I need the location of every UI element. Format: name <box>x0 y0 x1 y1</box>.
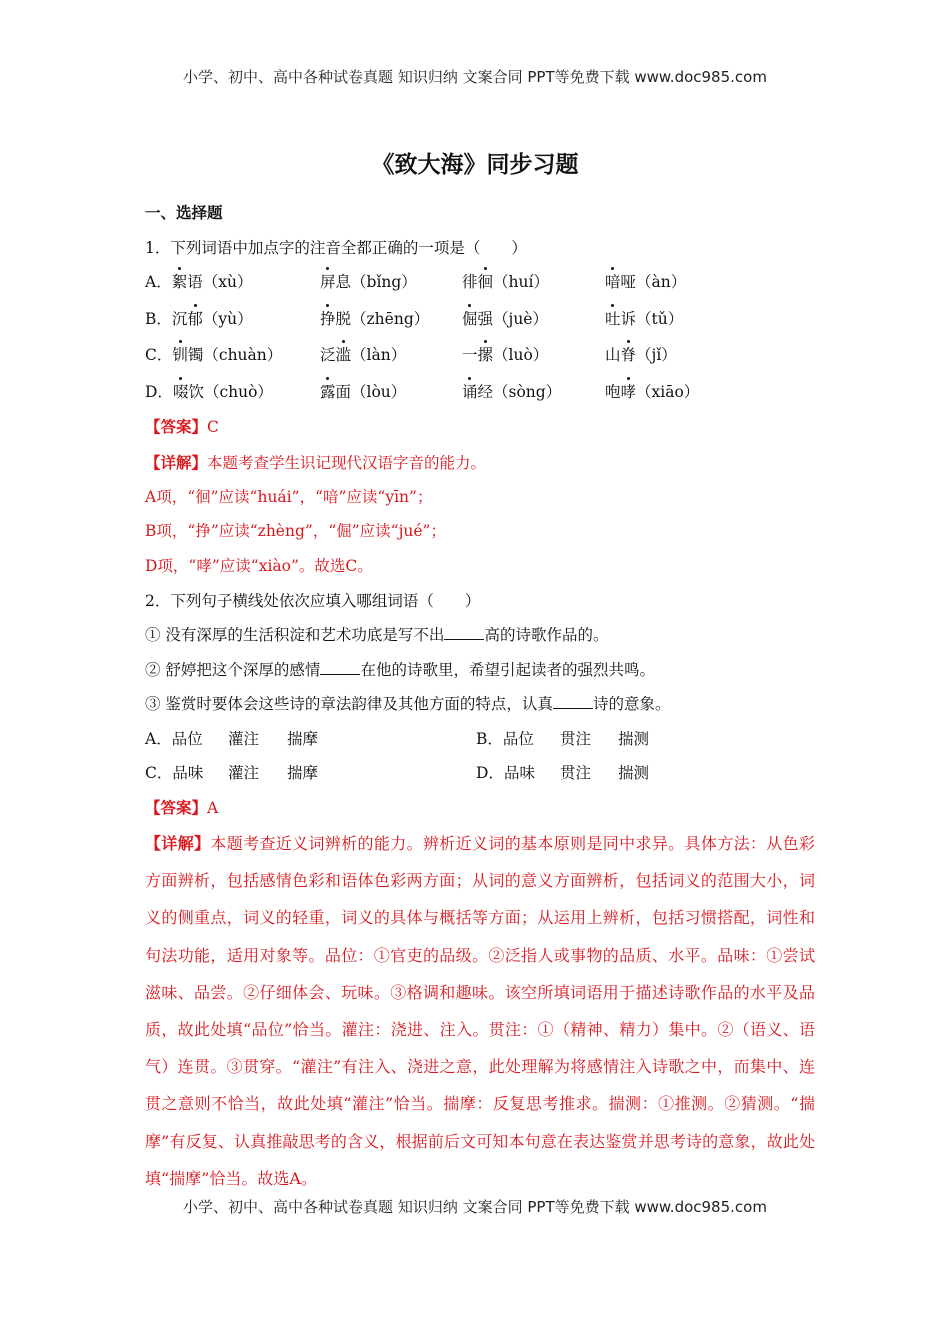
detail-tag: 【详解】 <box>145 834 211 853</box>
fill-blank <box>320 660 360 675</box>
q1-option-item: B．沉郁（yù） <box>145 310 253 328</box>
emphasized-char: 脊 <box>620 346 637 364</box>
q1-option-item: 挣脱（zhēng） <box>320 310 430 328</box>
q1-option-item: 山脊（jǐ） <box>605 346 677 364</box>
emphasized-char: 徊 <box>477 273 494 291</box>
q2-sentence: ③ 鉴赏时要体会这些诗的章法韵律及其他方面的特点，认真 诗的意象。 <box>145 695 671 713</box>
q2-option-c: C．品味 <box>145 764 204 782</box>
emphasized-char: 喑 <box>605 273 621 291</box>
emphasized-char: 露 <box>320 383 336 401</box>
q1-option-item: 诵经（sòng） <box>462 383 562 401</box>
detail-text: 本题考查近义词辨析的能力。辨析近义词的基本原则是同中求异。具体方法：从色彩方面辨析，包括感情色彩和语体色彩两方面；从词的意义方面辨析，包括词义的范围大小，词义的侧重点，词义的轻重，词义的具体与概括等方面；从运用上辨析，包括习惯搭配，词性和句法功能，适用对象等。品位：①官吏的品级。②泛指人或事物的品质、水平。品味：①尝试滋味、品尝。②仔细体会、玩味。③格调和趣味。该空所填词语用于描述诗歌作品的水平及品质，故此处填“品位”恰当。灌注：浇进、注入。贯注：①（精神、精力）集中。②（语义、语气）连贯。③贯穿。“灌注”有注入、浇进之意，此处理解为将感情注入诗歌之中，而集中、连贯之意则不恰当，故此处填“灌注”恰当。揣摩：反复思考推求。揣测：①推测。②猜测。“揣摩”有反复、认真推敲思考的含义，根据前后文可知本句意在表达鉴赏并思考诗的意象，故此处填“揣摩”恰当。故选A。 <box>145 834 815 1188</box>
answer-tag: 【答案】 <box>145 417 208 436</box>
detail-text: 本题考查学生识记现代汉语字音的能力。 <box>207 454 487 472</box>
q2-stem: 2．下列句子横线处依次应填入哪组词语（ ） <box>145 592 481 610</box>
q1-option-item: A．絮语（xù） <box>145 273 253 291</box>
q2-option-c-w3: 揣摩 <box>287 764 319 782</box>
emphasized-char: 屏 <box>320 273 336 291</box>
q1-option-item: 一摞（luò） <box>462 346 549 364</box>
q2-option-c-w2: 灌注 <box>228 764 260 782</box>
q1-option-item: D．啜饮（chuò） <box>145 383 273 401</box>
q2-option-d-w3: 揣测 <box>618 764 650 782</box>
q2-option-b: B．品位 <box>476 730 534 748</box>
emphasized-char: 啜 <box>172 383 189 401</box>
q2-option-a: A．品位 <box>145 730 203 748</box>
detail-tag: 【详解】 <box>145 453 208 472</box>
q2-detail <box>145 825 815 1197</box>
page-footer: 小学、初中、高中各种试卷真题 知识归纳 文案合同 PPT等免费下载 www.doc985.com <box>183 1198 767 1216</box>
q1-note: D项，“哮”应读“xiào”。故选C。 <box>145 557 373 575</box>
emphasized-char: 钏 <box>172 346 188 364</box>
q1-note: B项，“挣”应读“zhèng”，“倔”应读“jué”； <box>145 522 446 540</box>
emphasized-char: 吐 <box>605 310 621 328</box>
q2-sentence: ② 舒婷把这个深厚的感情 在他的诗歌里，希望引起读者的强烈共鸣。 <box>145 661 655 679</box>
page-title: 《致大海》同步习题 <box>371 152 579 178</box>
q1-option-item: 露面（lòu） <box>320 383 407 401</box>
q1-option-item: 徘徊（huí） <box>462 273 549 291</box>
q1-stem: 1．下列词语中加点字的注音全都正确的一项是（ ） <box>145 239 527 257</box>
q2-sentence: ① 没有深厚的生活积淀和艺术功底是写不出 高的诗歌作品的。 <box>145 626 609 644</box>
emphasized-char: 絮 <box>171 273 188 291</box>
q2-answer <box>145 797 218 819</box>
emphasized-char: 倔 <box>462 310 478 328</box>
emphasized-char: 哮 <box>620 383 637 401</box>
answer-value: C <box>207 418 219 436</box>
emphasized-char: 诵 <box>462 383 478 401</box>
q2-option-b-w2: 贯注 <box>560 730 592 748</box>
q1-answer <box>145 416 219 438</box>
section-heading: 一、选择题 <box>145 204 223 222</box>
page-header: 小学、初中、高中各种试卷真题 知识归纳 文案合同 PPT等免费下载 www.doc985.com <box>183 68 767 86</box>
q2-option-b-w3: 揣测 <box>618 730 650 748</box>
q1-option-item: C．钏镯（chuàn） <box>145 346 283 364</box>
emphasized-char: 郁 <box>187 310 203 328</box>
answer-value: A <box>207 799 219 817</box>
q1-option-item: 泛滥（làn） <box>320 346 407 364</box>
q1-option-item: 咆哮（xiāo） <box>605 383 700 401</box>
q1-note: A项，“徊”应读“huái”，“喑”应读“yīn”； <box>145 488 433 506</box>
q2-option-a-w2: 灌注 <box>228 730 260 748</box>
fill-blank <box>553 694 593 709</box>
emphasized-char: 挣 <box>320 310 336 328</box>
answer-tag: 【答案】 <box>145 798 208 817</box>
q2-option-a-w3: 揣摩 <box>287 730 319 748</box>
q1-option-item: 吐诉（tǔ） <box>605 310 684 328</box>
q1-option-item: 喑哑（àn） <box>605 273 687 291</box>
q2-option-d-w2: 贯注 <box>560 764 592 782</box>
q1-option-item: 屏息（bǐng） <box>320 273 417 291</box>
fill-blank <box>444 625 484 640</box>
emphasized-char: 滥 <box>335 346 352 364</box>
emphasized-char: 摞 <box>477 346 494 364</box>
q2-option-d: D．品味 <box>476 764 535 782</box>
q1-detail <box>145 452 486 474</box>
q1-option-item: 倔强（juè） <box>462 310 548 328</box>
